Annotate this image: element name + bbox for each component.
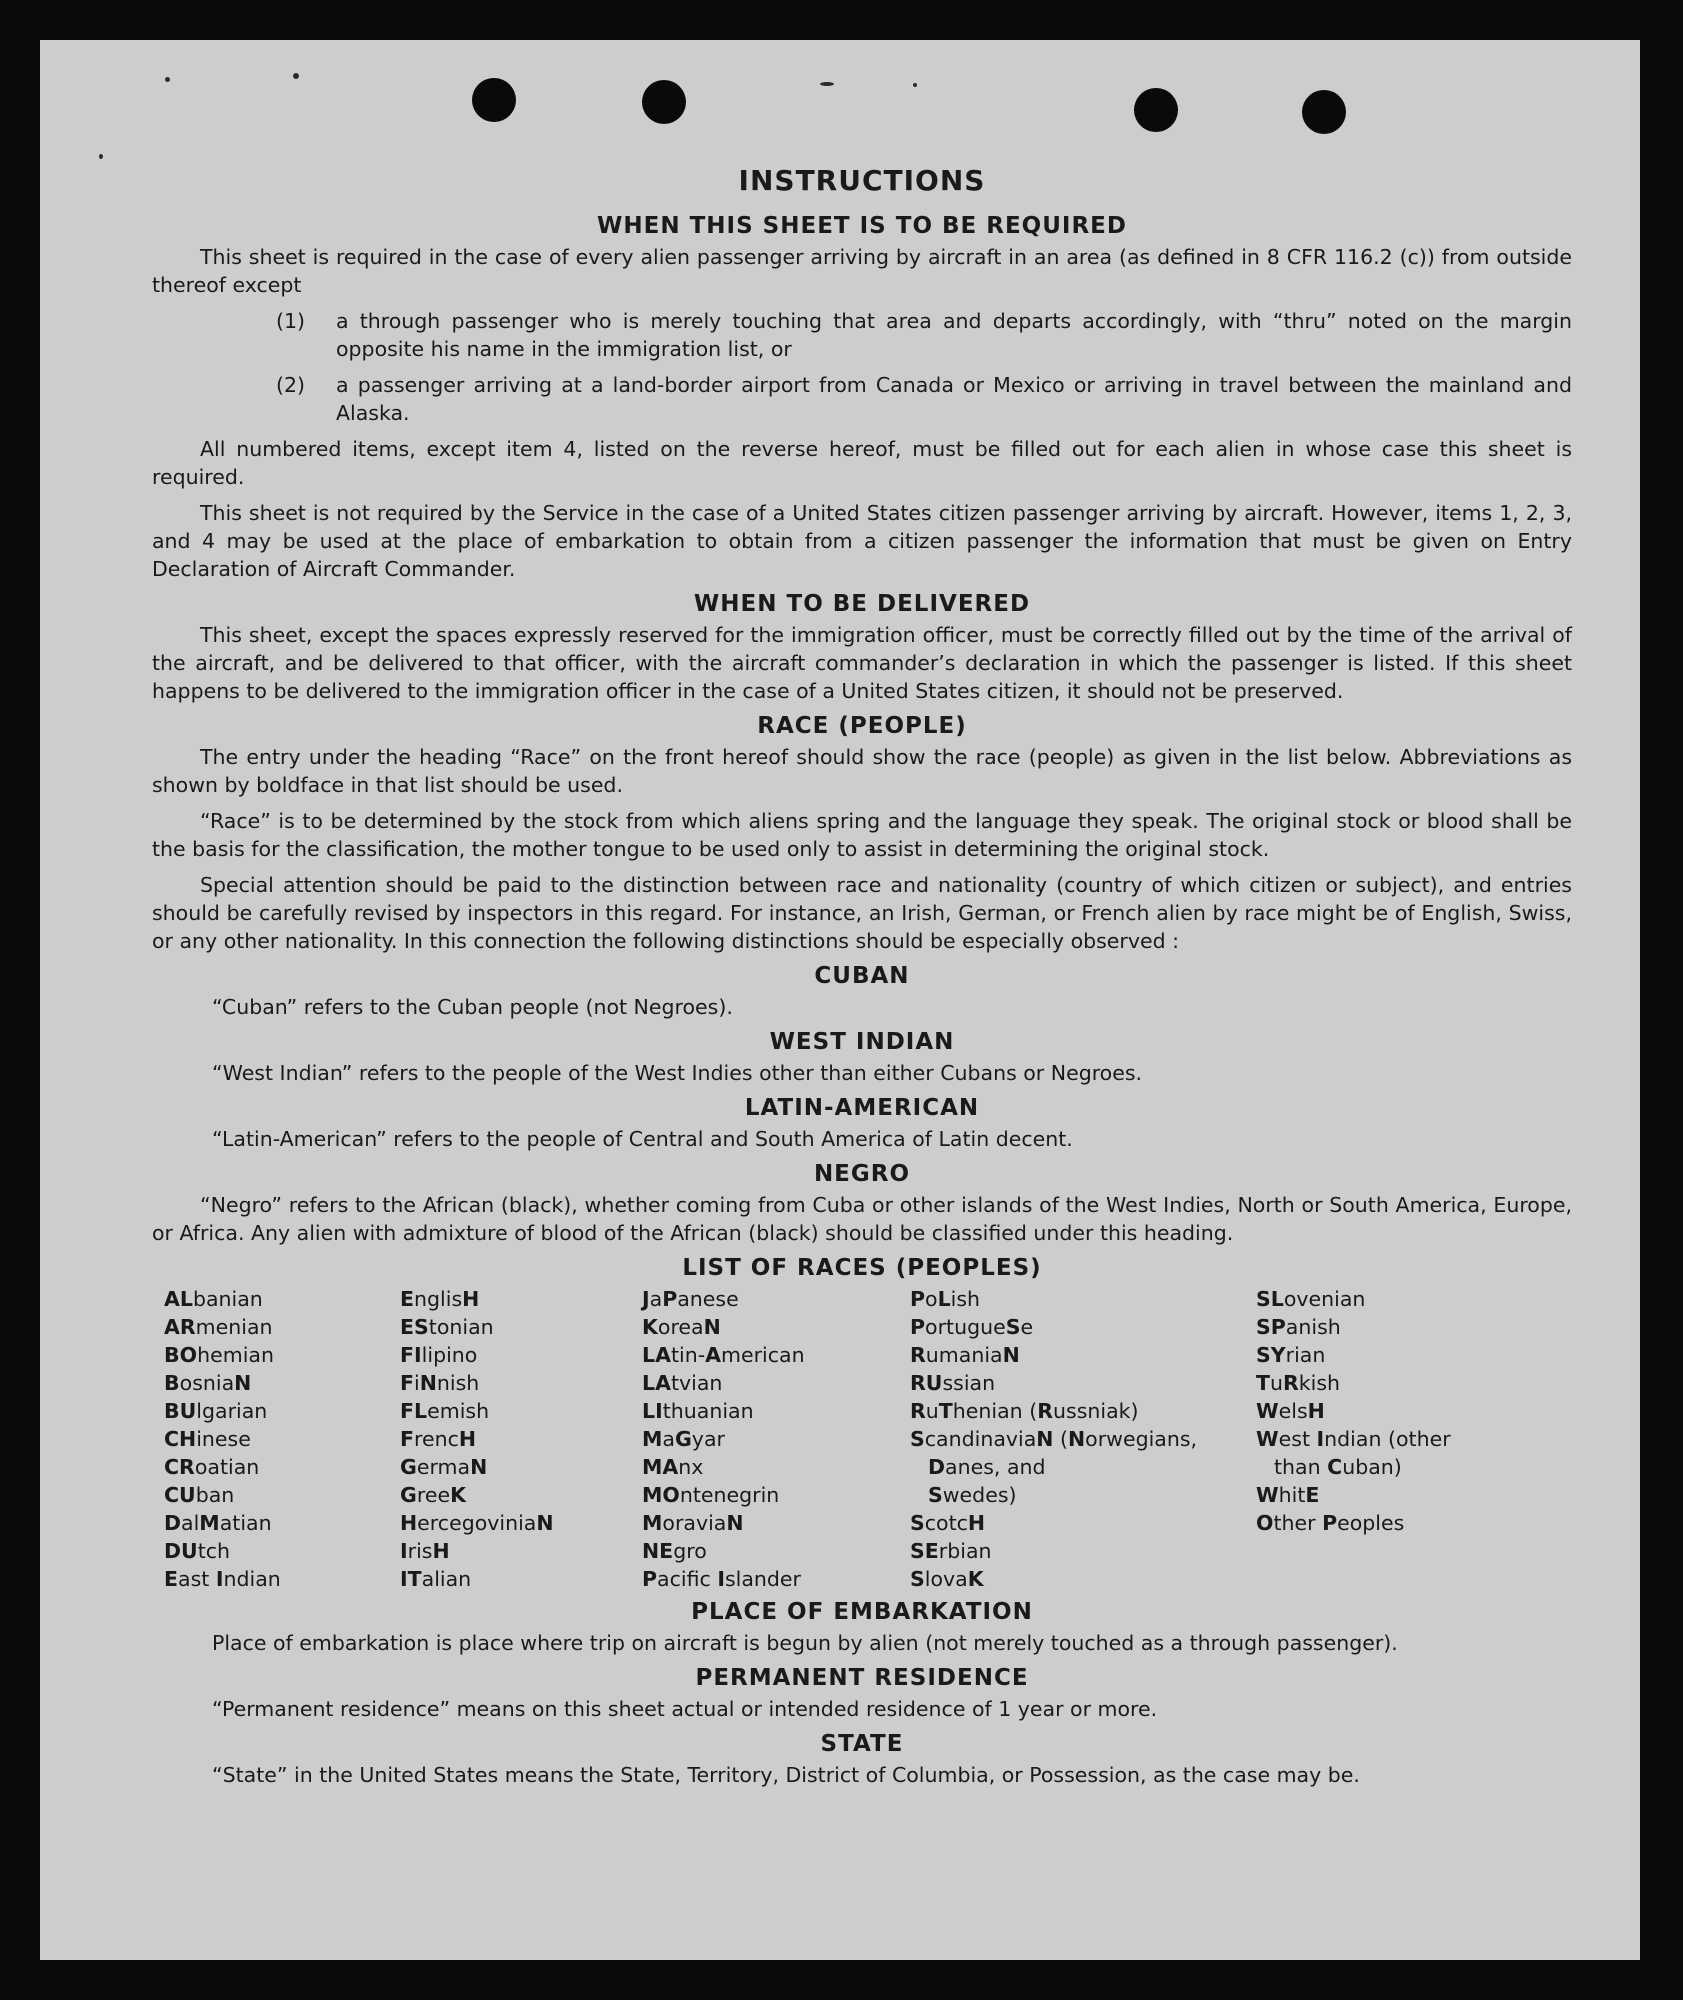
when-required-para3: This sheet is not required by the Service in the case of a United States citizen passenger arriving by aircraft. However, items 1, 2, 3, and 4 may be used at the place of embarkation to obtain from a citizen passenger the information that must be given on Entry Declaration of Aircraft Commander. bbox=[152, 501, 1572, 581]
race-entry: PoLish bbox=[910, 1287, 981, 1311]
race-entry: TuRkish bbox=[1256, 1371, 1341, 1395]
heading-race: RACE (PEOPLE) bbox=[757, 713, 967, 739]
races-column bbox=[1256, 1285, 1556, 1593]
exception-item bbox=[152, 307, 1572, 363]
when-required-intro: This sheet is required in the case of every alien passenger arriving by aircraft in an area (as defined in 8 CFR 116.2 (c)) from outside thereof except bbox=[152, 245, 1572, 297]
heading-list-of-races: LIST OF RACES (PEOPLES) bbox=[682, 1255, 1042, 1281]
heading-embarkation: PLACE OF EMBARKATION bbox=[691, 1599, 1033, 1625]
race-entry: SErbian bbox=[910, 1539, 992, 1563]
race-entry: SYrian bbox=[1256, 1343, 1326, 1367]
exception-item bbox=[152, 371, 1572, 427]
heading-when-required: WHEN THIS SHEET IS TO BE REQUIRED bbox=[597, 213, 1127, 239]
heading-cuban: CUBAN bbox=[814, 963, 910, 989]
heading-when-delivered: WHEN TO BE DELIVERED bbox=[693, 591, 1031, 617]
race-entry: WelsH bbox=[1256, 1399, 1325, 1423]
race-entry: JaPanese bbox=[642, 1287, 739, 1311]
race-entry: Pacifc Islander bbox=[642, 1567, 801, 1591]
heading-permanent-residence: PERMANENT RESIDENCE bbox=[695, 1665, 1029, 1691]
race-entry: CUban bbox=[164, 1483, 235, 1507]
races-list bbox=[152, 1285, 1572, 1593]
race-entry: Danes, and bbox=[928, 1455, 1046, 1479]
race-entry: SLovenian bbox=[1256, 1287, 1366, 1311]
cuban-text: “Cuban” refers to the Cuban people (not Negroes). bbox=[212, 995, 733, 1019]
speck bbox=[99, 154, 103, 159]
race-entry: LAtvian bbox=[642, 1371, 723, 1395]
race-para1: The entry under the heading “Race” on the front hereof should show the race (people) as given in the list below. Abbreviations as shown by boldface in that list should be used. bbox=[152, 745, 1572, 797]
heading-west-indian: WEST INDIAN bbox=[769, 1029, 955, 1055]
race-entry: MoraviaN bbox=[642, 1511, 744, 1535]
race-entry: RumaniaN bbox=[910, 1343, 1020, 1367]
race-entry: SPanish bbox=[1256, 1315, 1341, 1339]
race-para3: Special attention should be paid to the distinction between race and nationality (country of which citizen or subject), and entries should be carefully revised by inspectors in this regard. For instance, an Irish, German, or French alien by race might be of English, Swiss, or any other nationality. In this connection the following distinctions should be especially observed : bbox=[152, 873, 1572, 953]
speck bbox=[293, 73, 299, 79]
race-entry: Swedes) bbox=[928, 1483, 1017, 1507]
negro-text: “Negro” refers to the African (black), whether coming from Cuba or other islands of the West Indies, North or South America, Europe, or Africa. Any alien with admixture of blood of the African (black) should be classified under this heading. bbox=[152, 1193, 1572, 1245]
punch-hole bbox=[1134, 88, 1178, 132]
race-entry: NEgro bbox=[642, 1539, 707, 1563]
race-entry: FIlipino bbox=[400, 1343, 478, 1367]
race-entry: DUtch bbox=[164, 1539, 231, 1563]
race-entry: RuThenian (Russniak) bbox=[910, 1399, 1139, 1423]
race-entry: FLemish bbox=[400, 1399, 490, 1423]
heading-negro: NEGRO bbox=[813, 1161, 911, 1187]
latin-american-text: “Latin-American” refers to the people of Central and South America of Latin decent. bbox=[212, 1127, 1073, 1151]
page-title: INSTRUCTIONS bbox=[738, 164, 986, 197]
race-entry: EnglisH bbox=[400, 1287, 480, 1311]
race-entry: FrencH bbox=[400, 1427, 477, 1451]
race-entry: GermaN bbox=[400, 1455, 488, 1479]
race-entry: LIthuanian bbox=[642, 1399, 754, 1423]
instructions-content bbox=[152, 164, 1572, 1797]
race-entry: LAtin-American bbox=[642, 1343, 805, 1367]
race-entry: HercegoviniaN bbox=[400, 1511, 554, 1535]
race-entry: FiNnish bbox=[400, 1371, 480, 1395]
race-para2: “Race” is to be determined by the stock from which aliens spring and the language they speak. The original stock or blood shall be the basis for the classification, the mother tongue to be used only to assist in determining the original stock. bbox=[152, 809, 1572, 861]
race-entry: MaGyar bbox=[642, 1427, 725, 1451]
race-entry: ALbanian bbox=[164, 1287, 263, 1311]
heading-latin-american: LATIN-AMERICAN bbox=[744, 1095, 980, 1121]
west-indian-text: “West Indian” refers to the people of the West Indies other than either Cubans or Negroes. bbox=[212, 1061, 1143, 1085]
embarkation-text: Place of embarkation is place where trip on aircraft is begun by alien (not merely touched as a through passenger). bbox=[212, 1631, 1398, 1655]
race-entry: PortugueSe bbox=[910, 1315, 1034, 1339]
race-entry: CRoatian bbox=[164, 1455, 260, 1479]
races-column bbox=[152, 1285, 400, 1593]
punch-hole bbox=[1302, 90, 1346, 134]
when-delivered-text: This sheet, except the spaces expressly reserved for the immigration officer, must be correctly filled out by the time of the arrival of the aircraft, and be delivered to that officer, with the aircraft commander’s declaration in which the passenger is listed. If this sheet happens to be delivered to the immigration officer in the case of a United States citizen, it should not be preserved. bbox=[152, 623, 1572, 703]
item-number: (2) bbox=[276, 373, 306, 397]
race-entry: WhitE bbox=[1256, 1483, 1320, 1507]
race-entry: IrisH bbox=[400, 1539, 450, 1563]
item-text: a through passenger who is merely touching that area and departs accordingly, with “thru” noted on the margin opposite his name in the immigration list, or bbox=[336, 309, 1572, 361]
race-entry: ARmenian bbox=[164, 1315, 273, 1339]
state-text: “State” in the United States means the State, Territory, District of Columbia, or Possession, as the case may be. bbox=[212, 1763, 1360, 1787]
race-entry: KoreaN bbox=[642, 1315, 721, 1339]
speck bbox=[913, 83, 917, 87]
when-required-para2: All numbered items, except item 4, listed on the reverse hereof, must be filled out for each alien in whose case this sheet is required. bbox=[152, 437, 1572, 489]
race-entry: SlovaK bbox=[910, 1567, 984, 1591]
heading-state: STATE bbox=[820, 1731, 904, 1757]
race-entry: Other Peoples bbox=[1256, 1511, 1405, 1535]
race-entry: RUssian bbox=[910, 1371, 996, 1395]
document-page bbox=[40, 40, 1640, 1960]
punch-hole bbox=[472, 78, 516, 122]
race-entry: MOntenegrin bbox=[642, 1483, 780, 1507]
race-entry: East Indian bbox=[164, 1567, 281, 1591]
race-entry: EStonian bbox=[400, 1315, 494, 1339]
races-column bbox=[400, 1285, 642, 1593]
race-entry: GreeK bbox=[400, 1483, 466, 1507]
speck bbox=[165, 77, 170, 82]
race-entry: DalMatian bbox=[164, 1511, 272, 1535]
punch-hole bbox=[642, 80, 686, 124]
item-text: a passenger arriving at a land-border airport from Canada or Mexico or arriving in travel between the mainland and Alaska. bbox=[336, 373, 1572, 425]
race-entry: ScotcH bbox=[910, 1511, 986, 1535]
races-column bbox=[642, 1285, 910, 1593]
race-entry: ITalian bbox=[400, 1567, 472, 1591]
race-entry: BUlgarian bbox=[164, 1399, 268, 1423]
race-entry: CHinese bbox=[164, 1427, 251, 1451]
race-entry: than Cuban) bbox=[1274, 1455, 1402, 1479]
race-entry: MAnx bbox=[642, 1455, 704, 1479]
race-entry: West Indian (other bbox=[1256, 1427, 1451, 1451]
race-entry: ScandinaviaN (Norwegians, bbox=[910, 1427, 1198, 1451]
item-number: (1) bbox=[276, 309, 306, 333]
race-entry: BosniaN bbox=[164, 1371, 252, 1395]
speck bbox=[820, 82, 834, 86]
races-column bbox=[910, 1285, 1256, 1593]
residence-text: “Permanent residence” means on this sheet actual or intended residence of 1 year or more. bbox=[212, 1697, 1158, 1721]
race-entry: BOhemian bbox=[164, 1343, 274, 1367]
